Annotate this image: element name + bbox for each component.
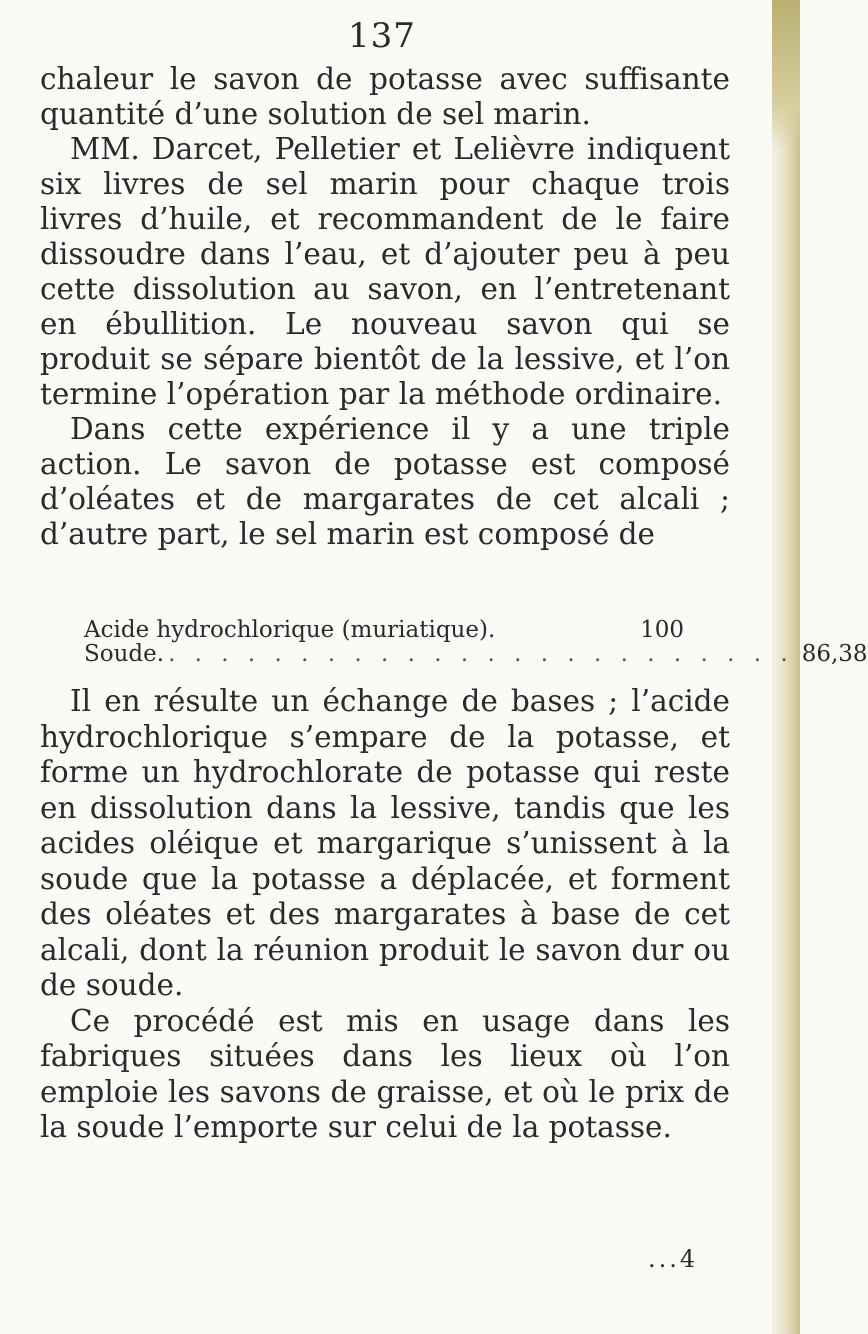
page-number: 137 [348,16,416,56]
paragraph: chaleur le savon de potasse avec suffisante quantité d’une solution de sel marin. [40,62,730,131]
paragraph: Il en résulte un échange de bases ; l’acide hydrochlorique s’empare de la potasse, et forme un hydrochlorate de potasse qui reste en dissolution dans la lessive, tandis que les acides oléique et margarique s’unissent à la soude que la potasse a déplacée, et forment des oléates et des margarates à base de cet alcali, dont la réunion produit le savon dur ou de soude. [40,684,730,1002]
composition-value: 100 [640,617,684,643]
leader-dots: . . . . . . . . . . . . . . . . . . . . . . . . [168,641,794,667]
composition-row [84,618,684,642]
composition-label: Acide hydrochlorique (muriatique). [84,617,496,643]
composition-value: 86,38 [801,641,868,667]
page-edge-shadow [772,0,800,1334]
page-edge-stain [772,0,800,150]
body-text-top [40,62,730,552]
body-text-bottom [40,684,730,1146]
paragraph: Ce procédé est mis en usage dans les fabriques situées dans les lieux où l’on emploie les savons de graisse, et où le prix de la soude l’emporte sur celui de la potasse. [40,1003,730,1144]
catchword: ...4 [648,1245,699,1273]
paragraph: Dans cette expérience il y a une triple action. Le savon de potasse est composé d’oléates et de margarates de cet alcali ; d’autre part, le sel marin est composé de [40,412,730,551]
composition-label: Soude. [84,641,165,667]
composition-table [84,617,868,667]
paragraph: MM. Darcet, Pelletier et Lelièvre indiquent six livres de sel marin pour chaque trois livres d’huile, et recommandent de le faire dissoudre dans l’eau, et d’ajouter peu à peu cette dissolution au savon, en l’entretenant en ébullition. Le nouveau savon qui se produit se sépare bientôt de la lessive, et l’on termine l’opération par la méthode ordinaire. [40,132,730,411]
composition-row [84,641,868,667]
